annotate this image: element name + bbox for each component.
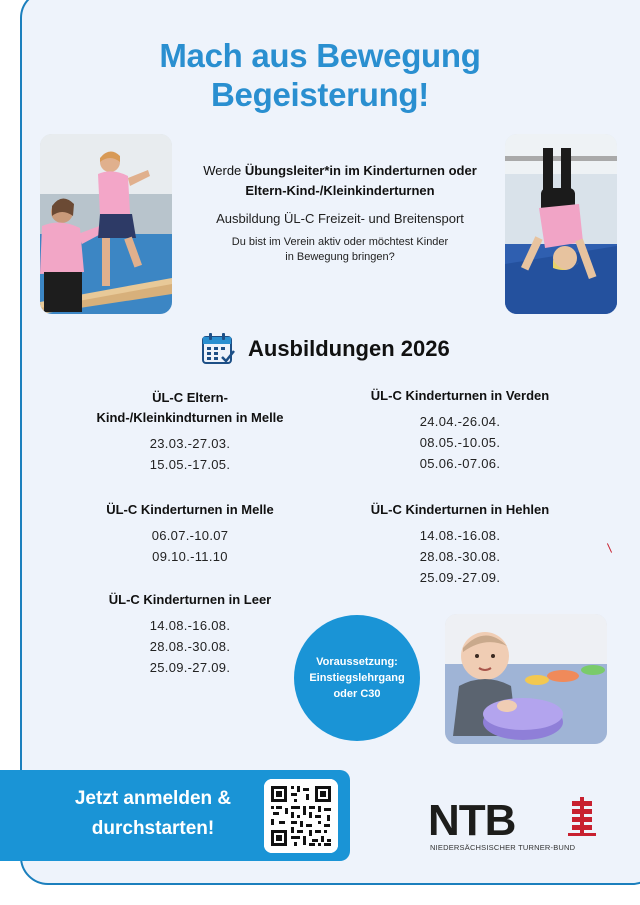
photo-toddler — [445, 614, 607, 744]
qr-code-icon — [264, 779, 338, 853]
intro-question — [170, 235, 510, 265]
photo-bar-hanging — [505, 134, 617, 314]
course-date: 06.07.-10.07 — [151, 528, 229, 543]
course-date: 25.09.-27.09. — [149, 660, 231, 675]
intro-line-3: Ausbildung ÜL-C Freizeit- und Breitensport — [216, 211, 464, 226]
cta-line-1: Jetzt anmelden & — [74, 788, 232, 809]
course-date: 24.04.-26.04. — [419, 414, 501, 429]
calendar-check-icon — [200, 331, 236, 367]
course-name-line-2: Kind-/Kleinkindturnen in Melle — [96, 410, 284, 425]
course-date: 08.05.-10.05. — [419, 435, 501, 450]
course-dates — [355, 525, 565, 588]
course-date: 28.08.-30.08. — [149, 639, 231, 654]
intro-prefix: Werde — [203, 163, 245, 178]
course-date: 05.06.-07.06. — [419, 456, 501, 471]
photo-balance-beam — [40, 134, 172, 314]
course-date: 09.10.-11.10 — [152, 549, 228, 564]
course-name-line-1: ÜL-C Eltern- — [152, 390, 228, 405]
course-eltern-kind-melle — [70, 388, 310, 475]
course-kinderturnen-leer — [70, 590, 310, 678]
ntb-logo — [428, 797, 610, 852]
intro-line-2-bold: Eltern-Kind-/Kleinkinderturnen — [245, 183, 435, 198]
course-date: 15.05.-17.05. — [149, 457, 231, 472]
course-dates — [70, 433, 310, 475]
section-title: Ausbildungen 2026 — [248, 336, 450, 361]
turner-cross-icon — [568, 797, 596, 836]
course-kinderturnen-hehlen — [355, 500, 565, 588]
course-kinderturnen-verden — [355, 386, 565, 474]
headline-line-2: Begeisterung! — [211, 76, 429, 113]
course-kinderturnen-melle — [70, 500, 310, 567]
course-date: 14.08.-16.08. — [149, 618, 231, 633]
intro-question-line-1: Du bist im Verein aktiv oder möchtest Kinder — [231, 236, 449, 248]
course-dates — [355, 411, 565, 474]
course-name: ÜL-C Kinderturnen in Hehlen — [370, 502, 550, 517]
logo-text: NTB — [428, 797, 516, 841]
course-name: ÜL-C Kinderturnen in Verden — [370, 388, 550, 403]
cta-line-2: durchstarten! — [91, 818, 215, 839]
course-date: 28.08.-30.08. — [419, 549, 501, 564]
intro-text — [170, 161, 510, 265]
requirement-line-3: oder C30 — [333, 688, 381, 700]
cta-banner[interactable] — [0, 770, 350, 861]
intro-line-1 — [170, 161, 510, 181]
requirement-line-1: Voraussetzung: — [316, 656, 398, 668]
intro-line-2 — [170, 181, 510, 201]
qr-code[interactable] — [264, 779, 338, 853]
logo-subtitle: NIEDERSÄCHSISCHER TURNER-BUND — [430, 843, 576, 852]
requirement-badge — [294, 615, 420, 741]
course-date: 25.09.-27.09. — [419, 570, 501, 585]
course-dates — [70, 615, 310, 678]
page-headline — [0, 36, 640, 114]
course-name — [70, 388, 310, 428]
ntb-wordmark — [428, 797, 610, 841]
course-name: ÜL-C Kinderturnen in Melle — [106, 502, 274, 517]
course-date: 23.03.-27.03. — [149, 436, 231, 451]
intro-line-1-bold: Übungsleiter*in im Kinderturnen oder — [244, 163, 477, 178]
requirement-line-2: Einstiegslehrgang — [309, 672, 405, 684]
course-date: 14.08.-16.08. — [419, 528, 501, 543]
cta-text — [48, 784, 258, 844]
intro-question-line-2: in Bewegung bringen? — [285, 251, 395, 263]
course-dates — [70, 525, 310, 567]
section-header — [200, 329, 450, 369]
headline-line-1: Mach aus Bewegung — [159, 37, 481, 74]
course-name: ÜL-C Kinderturnen in Leer — [108, 592, 272, 607]
